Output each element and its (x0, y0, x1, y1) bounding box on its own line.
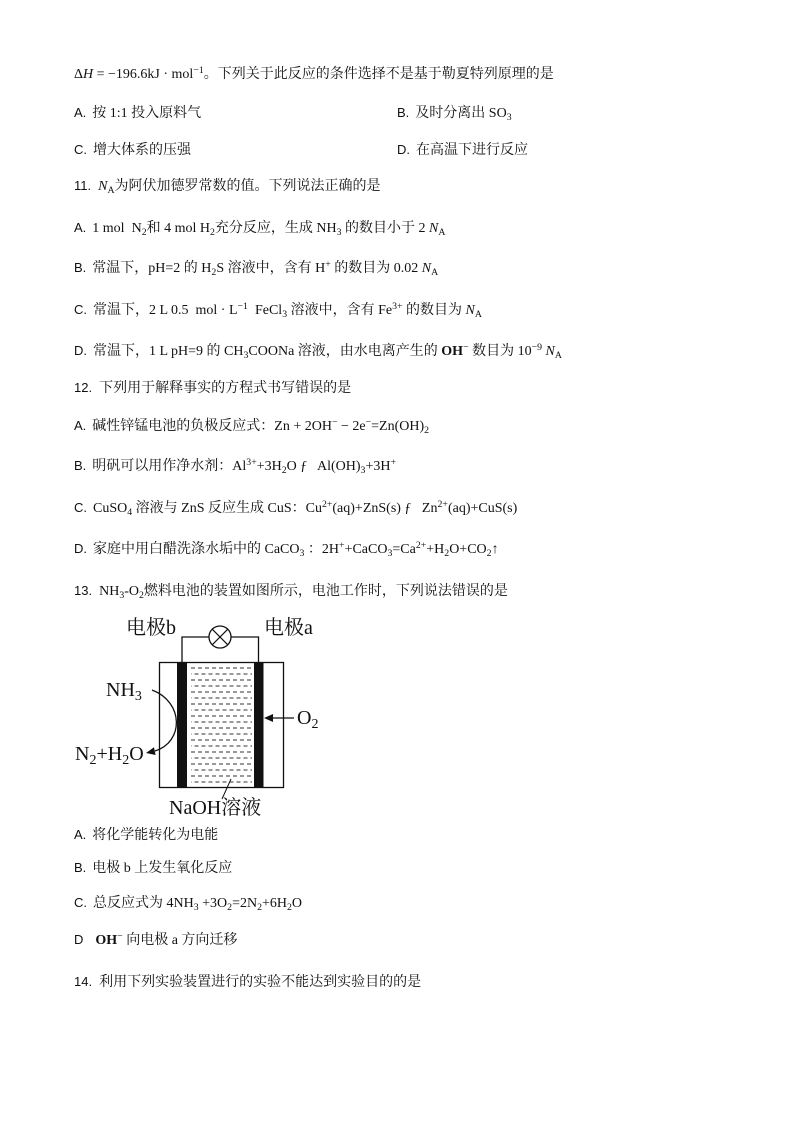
text-run: ↑ (491, 542, 499, 557)
electrode-a (254, 662, 264, 788)
option-label: C. (74, 895, 87, 910)
subscript: 2 (209, 227, 215, 239)
option-label: C. (74, 500, 87, 515)
text-run: 。下列关于此反应的条件选择不是基于勒夏特列原理的是 (203, 67, 554, 82)
text-run: 1 mol N (92, 221, 142, 236)
q12-stem (74, 378, 351, 398)
q12-option-b (74, 456, 396, 476)
text-run: 燃料电池的装置如图所示，电池工作时，下列说法错误的是 (143, 584, 508, 599)
subscript: A (431, 267, 439, 279)
option-text (93, 896, 303, 914)
q13-option-b (74, 858, 232, 878)
bulb-icon (209, 626, 231, 648)
text-run: O (291, 896, 303, 911)
bold-formula: OH (441, 344, 464, 359)
subscript: 4 (127, 507, 133, 519)
subscript: 2 (257, 902, 262, 914)
option-text (95, 930, 238, 948)
text-run: 向电极 a 方向迁移 (122, 933, 238, 948)
option-label: C. (74, 302, 87, 317)
text-run: 溶液中，含有 Fe (287, 303, 393, 318)
superscript: −1 (193, 64, 204, 76)
option-text (415, 106, 512, 124)
option-label: B. (74, 458, 87, 473)
nh3-arrowhead (146, 747, 156, 755)
text-run: =Ca (392, 542, 416, 557)
subscript: 2 (89, 753, 97, 769)
q14-stem (74, 972, 421, 992)
option-text (93, 498, 518, 519)
option-label: A. (74, 827, 87, 842)
text-run: 及时分离出 SO (415, 106, 507, 121)
q10-option-d (397, 140, 528, 160)
electrode-b-label: 电极b (126, 617, 176, 639)
subscript: A (438, 227, 446, 239)
option-text (92, 456, 396, 477)
subscript: 3 (282, 309, 288, 321)
question-number: 14. (74, 974, 93, 989)
text-run: 在高温下进行反应 (416, 143, 528, 158)
subscript: 3 (243, 350, 249, 362)
superscript: 2+ (415, 539, 427, 551)
subscript: 2 (444, 548, 450, 560)
bold-formula: OH (95, 933, 118, 948)
italic-symbol: H (83, 67, 94, 82)
text-run: 下列用于解释事实的方程式书写错误的是 (99, 381, 352, 396)
q10-option-a (74, 103, 201, 123)
subscript: 2 (139, 590, 144, 602)
nh3-label (106, 678, 142, 705)
electrolyte-hatching (191, 668, 252, 776)
text-run: CuSO (93, 501, 128, 516)
text-run: +3O (198, 896, 228, 911)
superscript: − (365, 416, 372, 428)
option-label: D (74, 932, 84, 947)
electrolyte-label: NaOH溶液 (169, 797, 262, 819)
o2-arrowhead (264, 714, 273, 722)
text-run: O (297, 707, 312, 729)
text-run: 将化学能转化为电能 (92, 828, 219, 843)
subscript: 2 (281, 465, 287, 477)
text-run: =2N (232, 896, 258, 911)
option-label: B. (74, 260, 87, 275)
electrode-a-label: 电极a (264, 617, 313, 639)
text-run: FeCl (247, 303, 283, 318)
option-text (92, 221, 446, 239)
option-label: A. (74, 418, 87, 433)
option-text (92, 828, 218, 843)
option-text (92, 861, 232, 876)
superscript: − (463, 341, 469, 353)
q12-option-d (74, 539, 499, 559)
subscript: 2 (141, 227, 147, 239)
option-label: A. (74, 105, 87, 120)
text-run: 的数目为 0.02 (330, 261, 422, 276)
superscript: − (331, 416, 338, 428)
italic-symbol: N (542, 344, 555, 359)
superscript: 2+ (437, 498, 448, 510)
products-label (75, 742, 144, 769)
subscript: 3 (387, 548, 393, 560)
superscript: + (325, 258, 331, 270)
text-run: O ƒ Al(OH) (286, 459, 361, 474)
q11-stem (74, 176, 381, 196)
text-run: ：2H (304, 542, 340, 557)
text-run: 总反应式为 4NH (93, 896, 194, 911)
nh3-flow-arrow (152, 690, 176, 751)
text-run: (aq)+ZnS(s) ƒ Zn (332, 501, 438, 516)
q11-option-d (74, 341, 562, 361)
q10-stem-text (74, 64, 554, 82)
subscript: 2 (122, 753, 130, 769)
q14-stem-text (99, 975, 421, 990)
q12-option-a (74, 416, 429, 436)
text-run: N (75, 743, 90, 765)
subscript: 3 (299, 548, 305, 560)
subscript: 2 (211, 267, 217, 279)
text-run: (aq)+CuS(s) (447, 501, 518, 516)
q11-stem-text (98, 179, 381, 197)
text-run: 的数目为 (402, 303, 466, 318)
option-label: B. (397, 105, 410, 120)
text-run: O (129, 743, 144, 765)
option-label: D. (397, 142, 410, 157)
text-run: 溶液与 ZnS 反应生成 CuS：Cu (132, 501, 322, 516)
text-run: +6H (261, 896, 287, 911)
text-run: 常温下，1 L pH=9 的 CH (93, 344, 244, 359)
text-run: O+CO (449, 542, 487, 557)
text-run: +3H (256, 459, 282, 474)
option-text (92, 106, 201, 121)
q12-option-c (74, 498, 517, 518)
wire-right (231, 637, 259, 662)
subscript: 3 (506, 112, 512, 124)
q11-option-a (74, 218, 445, 238)
text-run: 的数目小于 2 (341, 221, 430, 236)
subscript: 2 (486, 548, 492, 560)
option-text (93, 300, 482, 321)
subscript: 3 (119, 590, 125, 602)
option-label: D. (74, 541, 87, 556)
text-run: +CaCO (344, 542, 388, 557)
text-run: − 2e (337, 419, 366, 434)
subscript: 3 (360, 465, 366, 477)
text-run: Δ (74, 67, 84, 82)
superscript: 3+ (392, 300, 403, 312)
option-label: C. (74, 142, 87, 157)
q10-stem-continued (74, 65, 554, 85)
q13-option-c (74, 893, 302, 913)
text-run: 数目为 10 (468, 344, 532, 359)
q11-option-b (74, 258, 438, 278)
superscript: 3+ (246, 456, 257, 468)
text-run: S 溶液中，含有 H (216, 261, 326, 276)
q10-option-b (397, 103, 512, 123)
italic-symbol: N (98, 179, 108, 194)
superscript: + (339, 539, 345, 551)
option-text (92, 416, 430, 437)
question-number: 12. (74, 380, 93, 395)
text-run: +3H (365, 459, 391, 474)
text-run: 和 4 mol H (146, 221, 210, 236)
option-label: D. (74, 343, 87, 358)
option-text (93, 341, 562, 362)
wire-left (182, 637, 209, 662)
superscript: − (117, 930, 123, 942)
option-text (93, 539, 499, 560)
text-run: 电极 b 上发生氧化反应 (92, 861, 233, 876)
text-run: 按 1:1 投入原料气 (92, 106, 202, 121)
italic-symbol: N (429, 221, 439, 236)
text-run: 碱性锌锰电池的负极反应式：Zn + 2OH (92, 419, 332, 434)
q13-option-d (74, 930, 237, 950)
subscript: 3 (193, 902, 199, 914)
italic-symbol: N (421, 261, 432, 276)
text-run: +H (96, 743, 123, 765)
superscript: −1 (237, 300, 248, 312)
text-run: NH (99, 584, 120, 599)
q10-option-c (74, 140, 191, 160)
text-run: 明矾可以用作净水剂：Al (92, 459, 247, 474)
q11-option-c (74, 300, 482, 320)
text-run: 利用下列实验装置进行的实验不能达到实验目的的是 (99, 975, 422, 990)
text-run: =Zn(OH) (371, 419, 425, 434)
subscript: 2 (424, 425, 430, 437)
q13-stem-text (99, 584, 508, 602)
superscript: −9 (531, 341, 543, 353)
subscript: 3 (134, 689, 142, 705)
q13-stem (74, 581, 508, 601)
superscript: 2+ (321, 498, 333, 510)
text-run: -O (124, 584, 139, 599)
text-run: = −196.6kJ · mol (93, 67, 194, 82)
q12-stem-text (99, 381, 351, 396)
text-run: 增大体系的压强 (93, 143, 191, 158)
subscript: A (474, 309, 482, 321)
text-run: COONa 溶液，由水电离产生的 (248, 344, 442, 359)
option-text (416, 143, 528, 158)
text-run: 为阿伏加德罗常数的值。下列说法正确的是 (114, 179, 381, 194)
subscript: 2 (287, 902, 292, 914)
text-run: 常温下，pH=2 的 H (92, 261, 212, 276)
text-run: 充分反应，生成 NH (214, 221, 337, 236)
question-number: 13. (74, 583, 93, 598)
option-label: A. (74, 220, 87, 235)
text-run: 家庭中用白醋洗涤水垢中的 CaCO (93, 542, 300, 557)
subscript: A (554, 350, 562, 362)
italic-symbol: N (465, 303, 475, 318)
o2-label (297, 706, 319, 733)
text-run: NH (106, 679, 135, 701)
text-run: +H (426, 542, 445, 557)
question-number: 11. (74, 178, 92, 193)
superscript: + (390, 456, 396, 468)
electrode-b (177, 662, 187, 788)
subscript: 2 (227, 902, 233, 914)
subscript: 3 (336, 227, 342, 239)
subscript: 2 (311, 717, 319, 733)
option-text (93, 143, 191, 158)
option-label: B. (74, 860, 87, 875)
subscript: A (107, 185, 115, 197)
q13-option-a (74, 825, 218, 845)
text-run: 常温下，2 L 0.5 mol · L (93, 303, 238, 318)
option-text (92, 258, 439, 279)
